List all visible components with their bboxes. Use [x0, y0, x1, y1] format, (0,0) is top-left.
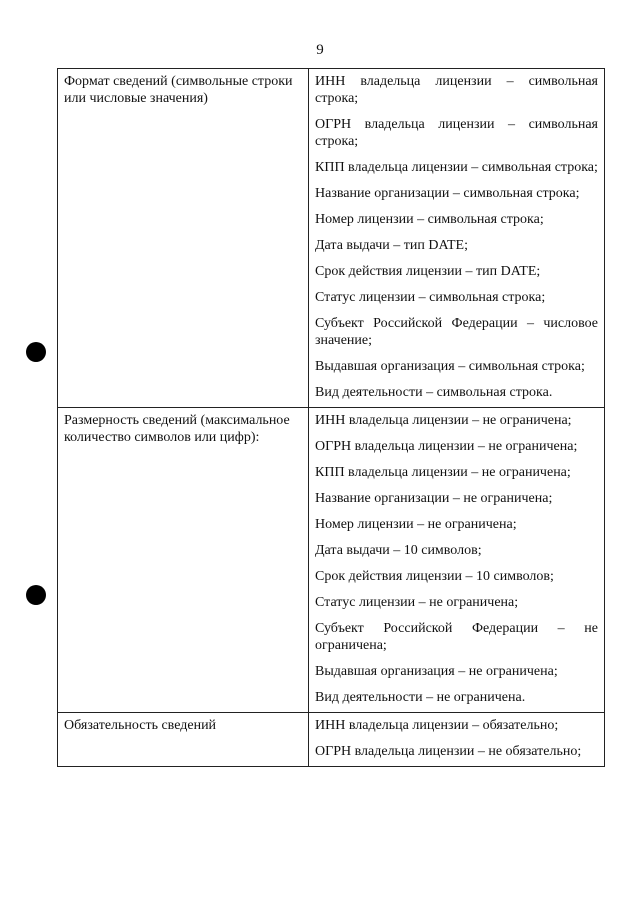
table-row-size [58, 408, 605, 713]
row-values-cell [309, 713, 605, 767]
list-item: Субъект Российской Федерации – не ограничена; [315, 621, 598, 653]
list-item: Дата выдачи – тип DATE; [315, 238, 468, 253]
list-item: Срок действия лицензии – тип DATE; [315, 264, 541, 279]
list-item: КПП владельца лицензии – символьная строка; [315, 160, 598, 175]
specification-table [57, 68, 605, 767]
list-item: Вид деятельности – не ограничена. [315, 690, 526, 705]
list-item: Номер лицензии – не ограничена; [315, 517, 517, 532]
row-label-cell [58, 69, 309, 408]
list-item: Выдавшая организация – символьная строка; [315, 359, 585, 374]
list-item: ИНН владельца лицензии – символьная строка; [315, 74, 598, 106]
list-item: Статус лицензии – символьная строка; [315, 290, 546, 305]
binder-hole-icon [26, 585, 46, 605]
row-label: Размерность сведений (максимальное количество символов или цифр): [64, 413, 290, 445]
list-item: ИНН владельца лицензии – обязательно; [315, 718, 559, 733]
list-item: Выдавшая организация – не ограничена; [315, 664, 558, 679]
row-label: Формат сведений (символьные строки или числовые значения) [64, 74, 293, 106]
row-label-cell [58, 713, 309, 767]
list-item: Статус лицензии – не ограничена; [315, 595, 519, 610]
list-item: ОГРН владельца лицензии – не ограничена; [315, 439, 578, 454]
list-item: Вид деятельности – символьная строка. [315, 385, 553, 400]
binder-hole-icon [26, 342, 46, 362]
list-item: Название организации – не ограничена; [315, 491, 553, 506]
row-values-cell [309, 408, 605, 713]
table-row-required [58, 713, 605, 767]
list-item: ОГРН владельца лицензии – символьная строка; [315, 117, 598, 149]
list-item: ОГРН владельца лицензии – не обязательно; [315, 744, 582, 759]
list-item: КПП владельца лицензии – не ограничена; [315, 465, 571, 480]
list-item: Название организации – символьная строка; [315, 186, 580, 201]
row-label-cell [58, 408, 309, 713]
row-label: Обязательность сведений [64, 718, 217, 733]
list-item: ИНН владельца лицензии – не ограничена; [315, 413, 572, 428]
list-item: Номер лицензии – символьная строка; [315, 212, 544, 227]
table-row-format [58, 69, 605, 408]
list-item: Срок действия лицензии – 10 символов; [315, 569, 554, 584]
row-values-cell [309, 69, 605, 408]
list-item: Субъект Российской Федерации – числовое значение; [315, 316, 598, 348]
page-number: 9 [316, 42, 324, 58]
list-item: Дата выдачи – 10 символов; [315, 543, 482, 558]
